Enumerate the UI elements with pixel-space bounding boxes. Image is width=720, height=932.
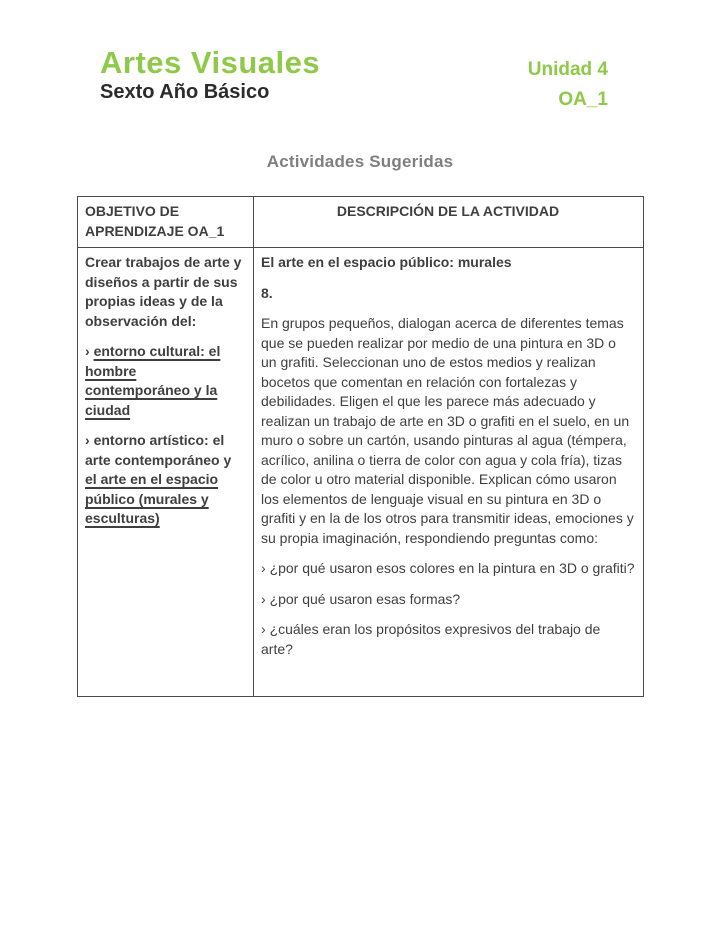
question-text: ¿cuáles eran los propósitos expresivos del trabajo de arte? [261,621,601,657]
bullet-marker: › [85,432,90,448]
objective-cell [78,248,254,697]
header-left-block [100,46,320,105]
bullet-underlined-text: entorno cultural: el hombre contemporáneo y la ciudad [85,343,221,418]
objective-intro: Crear trabajos de arte y diseños a partir de sus propias ideas y de la observación del: [85,254,242,329]
unit-label: Unidad 4 [527,59,608,80]
section-heading: Actividades Sugeridas [266,152,454,171]
objective-bullet [85,342,245,420]
table-body-row [78,248,644,697]
bullet-plain-text: entorno artístico: el arte contemporáneo y [85,432,232,468]
question-text: ¿por qué usaron esas formas? [269,590,461,607]
activity-cell [254,248,644,697]
question-marker: › [261,590,266,607]
activity-paragraph: En grupos pequeños, dialogan acerca de diferentes temas que se pueden realizar por medio de una pintura en 3D o un grafiti. Seleccionan uno de estos medios y realizan bocetos que comentan en relación con fortalezas y debilidades. Eligen el que les parece más adecuado y realizan un trabajo de arte en 3D o grafiti en el suelo, en un muro o sobre un cartón, usando pinturas al agua (témpera, acrílico, anilina o tierra de color con agua y cola fría), tizas de color u otro material disponible. Explican cómo usaron los elementos de lenguaje visual en su pintura en 3D o grafiti y en la de los otros para transmitir ideas, emociones y su propia imaginación, respondiendo preguntas como: [261,315,634,546]
activity-table [77,196,644,697]
table-header-row [78,197,644,248]
bullet-marker: › [85,343,90,359]
activity-question [261,559,635,579]
description-column-header: DESCRIPCIÓN DE LA ACTIVIDAD [254,197,644,248]
bullet-underlined-text: el arte en el espacio público (murales y esculturas) [85,471,219,526]
question-text: ¿por qué usaron esos colores en la pintura en 3D o grafiti? [269,560,635,576]
objective-column-header: OBJETIVO DE APRENDIZAJE OA_1 [78,197,254,248]
question-marker: › [261,621,266,637]
activity-question [261,590,635,610]
document-header [0,0,720,115]
document-title: Artes Visuales [100,45,321,80]
activity-heading: El arte en el espacio público: murales [261,254,512,270]
question-marker: › [261,560,266,576]
document-subtitle: Sexto Año Básico [100,81,270,103]
activity-number: 8. [261,284,273,301]
objective-bullet [85,431,245,529]
oa-code-label: OA_1 [558,89,608,110]
activity-question [261,620,635,659]
header-right-block [528,55,608,115]
